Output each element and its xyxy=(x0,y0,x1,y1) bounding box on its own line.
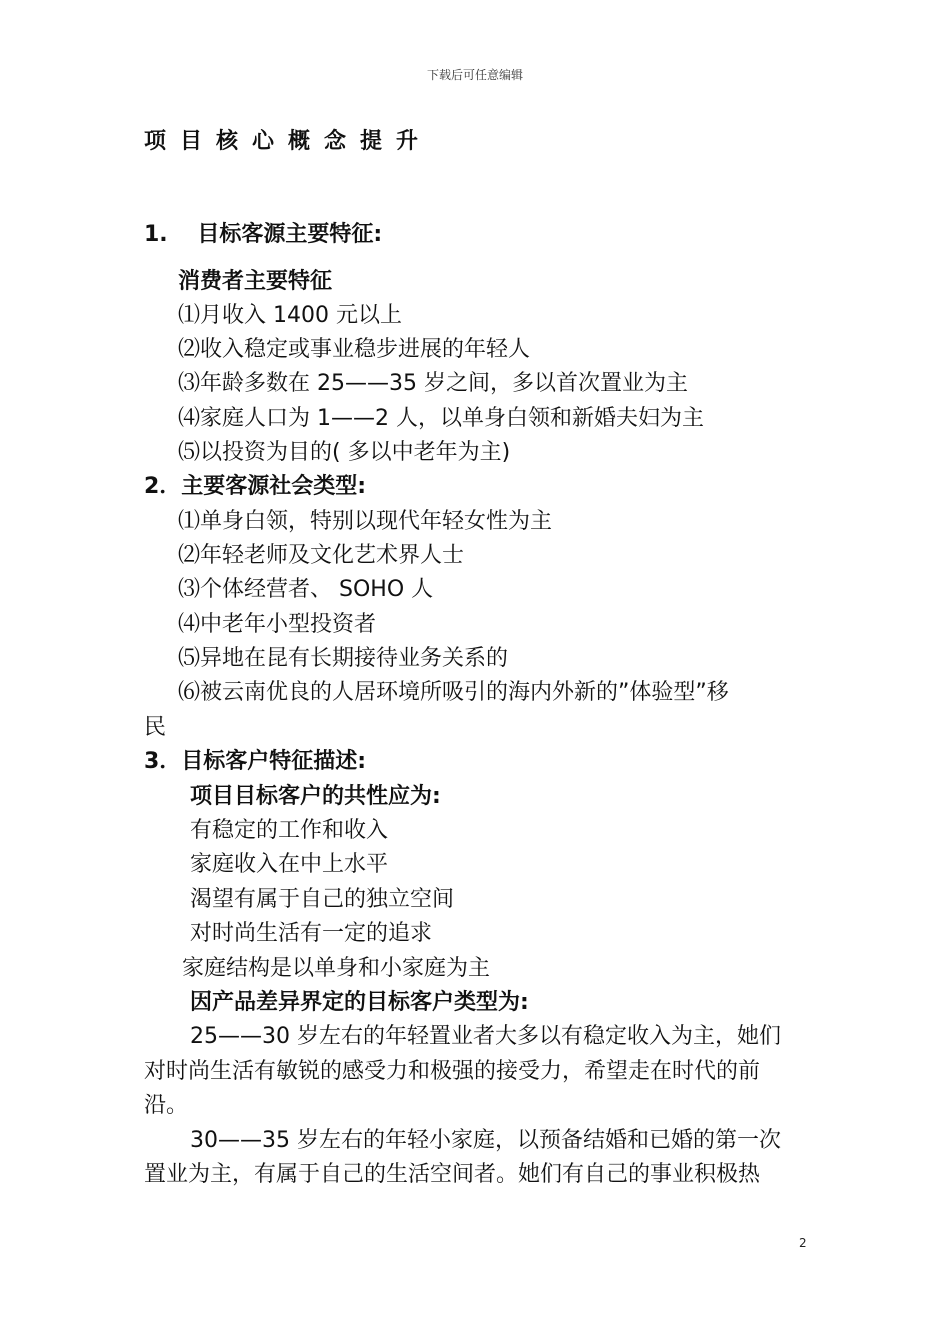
page-header: 下载后可任意编辑 xyxy=(426,68,523,82)
list-item: ⑶年龄多数在 25——35 岁之间，多以首次置业为主 xyxy=(178,371,688,396)
list-item: ⑹被云南优良的人居环境所吸引的海内外新的”体验型”移 xyxy=(178,680,729,705)
trait-line: 家庭收入在中上水平 xyxy=(190,852,389,877)
document-title: 项目核心概念提升 xyxy=(144,129,433,154)
subheading-customer-types: 因产品差异界定的目标客户类型为: xyxy=(190,990,529,1015)
section-heading-1: 1. 目标客源主要特征: xyxy=(144,222,383,247)
list-item: ⑸异地在昆有长期接待业务关系的 xyxy=(178,646,509,671)
paragraph-line: 沿。 xyxy=(144,1093,189,1118)
trait-line: 渴望有属于自己的独立空间 xyxy=(190,887,455,912)
list-item: ⑸以投资为目的( 多以中老年为主) xyxy=(178,440,511,465)
trait-line: 对时尚生活有一定的追求 xyxy=(190,921,433,946)
paragraph-line: 25——30 岁左右的年轻置业者大多以有稳定收入为主，她们 xyxy=(190,1024,781,1049)
trait-line: 家庭结构是以单身和小家庭为主 xyxy=(182,956,491,981)
paragraph-line: 对时尚生活有敏锐的感受力和极强的接受力，希望走在时代的前 xyxy=(144,1059,761,1084)
subheading-common-traits: 项目目标客户的共性应为: xyxy=(190,784,441,809)
section-heading-2: 2．主要客源社会类型: xyxy=(144,474,367,499)
list-item: ⑵年轻老师及文化艺术界人士 xyxy=(178,543,465,568)
trait-line: 有稳定的工作和收入 xyxy=(190,818,389,843)
subheading-consumer-features: 消费者主要特征 xyxy=(178,269,333,294)
page-number: 2 xyxy=(799,1236,807,1250)
list-item: ⑶个体经营者、 SOHO 人 xyxy=(178,577,434,602)
paragraph-line: 30——35 岁左右的年轻小家庭，以预备结婚和已婚的第一次 xyxy=(190,1128,781,1153)
section-heading-3: 3．目标客户特征描述: xyxy=(144,749,367,774)
list-item: ⑴月收入 1400 元以上 xyxy=(178,303,402,328)
list-item: ⑵收入稳定或事业稳步进展的年轻人 xyxy=(178,337,531,362)
list-item-continuation: 民 xyxy=(144,715,167,740)
list-item: ⑴单身白领，特别以现代年轻女性为主 xyxy=(178,509,553,534)
paragraph-line: 置业为主，有属于自己的生活空间者。她们有自己的事业积极热 xyxy=(144,1162,761,1187)
list-item: ⑷中老年小型投资者 xyxy=(178,612,377,637)
list-item: ⑷家庭人口为 1——2 人，以单身白领和新婚夫妇为主 xyxy=(178,406,704,431)
